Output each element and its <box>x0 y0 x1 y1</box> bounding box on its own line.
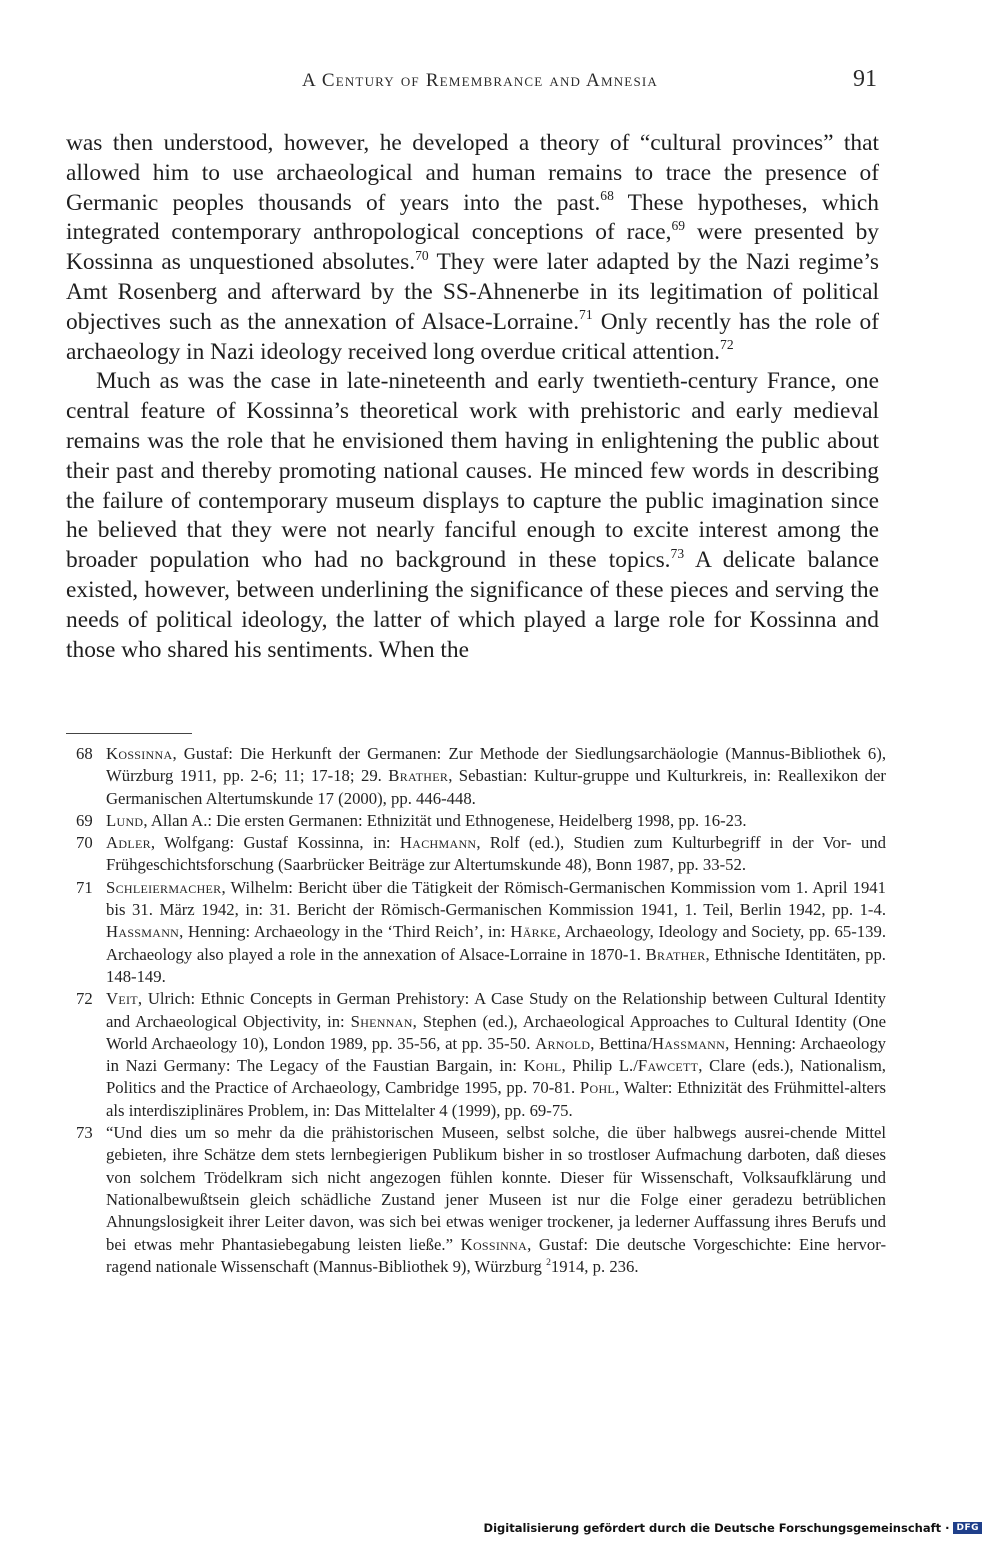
text-run: , Wolfgang: Gustaf Kossinna, in: <box>150 833 400 853</box>
text-run: Much as was the case in late-nineteenth and early twentieth-century France, one central feature of Kossinna’s theoretical work with prehistoric and early medieval remains was the role that he envisioned them having in enlightening the public about their past and thereby promoting national causes. He minced few words in describing the failure of contemporary museum displays to capture the public imagination since he believed that they were not nearly fanciful enough to excite interest among the broader population who had no background in these topics. <box>66 368 879 574</box>
paragraph-2 <box>66 367 879 665</box>
footnote-ref-70[interactable]: 70 <box>415 247 429 263</box>
text-run: , Clare (eds.), Nationalism, Politics and the Practice of Archaeology, Cambridge 1995, pp. 70-81. <box>106 1056 886 1098</box>
footnote-number: 71 <box>76 877 93 897</box>
text-run: , Walter: Ethnizität des Frühmittel-alters als interdisziplinäres Problem, in: Das Mittelalter 4 (1999), pp. 69-75. <box>106 1078 886 1120</box>
footnote-ref-71[interactable]: 71 <box>579 307 593 323</box>
author-name: Hassmann <box>106 922 180 942</box>
text-run: A delicate balance existed, however, between underlining the significance of these pieces and serving the needs of political ideology, the latter of which played a large role for Kossinna and those who shared his sentiments. When the <box>66 547 879 663</box>
funding-note: Digitalisierung gefördert durch die Deutsche Forschungsgemeinschaft · <box>483 1521 950 1535</box>
author-name: Brather <box>645 944 706 964</box>
text-run: , Gustaf: Die deutsche Vorgeschichte: Eine hervor-ragend nationale Wissenschaft (Mannus-Bibliothek 9), Würzburg <box>106 1234 886 1276</box>
text-run: , Henning: Archaeology in the ‘Third Reich’, in: <box>179 922 511 942</box>
footnote-68 <box>76 743 886 810</box>
text-run: Only recently has the role of archaeology in Nazi ideology received long overdue critical attention. <box>66 308 879 365</box>
edition-superscript: 2 <box>546 1256 551 1268</box>
footnote-72 <box>76 988 886 1122</box>
text-run: , Wilhelm: Bericht über die Tätigkeit der Römisch-Germanischen Kommission vom 1. April 1941 bis 31. März 1942, in: 31. Bericht der Römisch-Germanischen Kommission 1941, 1. Teil, Berlin 1942, pp. 1-4. <box>106 877 886 920</box>
author-name: Veit <box>106 989 138 1009</box>
author-name: Kossinna <box>460 1234 528 1254</box>
main-text <box>66 129 879 665</box>
text-run: , Philip L./ <box>561 1056 638 1076</box>
footnote-number: 72 <box>76 989 93 1009</box>
text-run: , Gustaf: Die Herkunft der Germanen: Zur Methode der Siedlungsarchäologie (Mannus-Bibliothek 6), Würzburg 1911, pp. 2-6; 11; 17-18; 29. <box>106 744 886 786</box>
author-name: Arnold <box>535 1033 591 1053</box>
footnote-ref-73[interactable]: 73 <box>670 545 685 561</box>
author-name: Shennan <box>350 1011 413 1031</box>
text-run: , Allan A.: Die ersten Germanen: Ethnizität und Ethnogenese, Heidelberg 1998, pp. 16-23. <box>143 810 747 830</box>
text-run: , Ethnische Identitäten, pp. 148-149. <box>106 944 886 986</box>
author-name: Fawcett <box>637 1056 699 1076</box>
author-name: Adler <box>106 833 151 853</box>
author-name: Brather <box>388 766 449 786</box>
text-run: , Rolf (ed.), Studien zum Kulturbegriff in der Vor- und Frühgeschichtsforschung (Saarbrücker Beiträge zur Altertumskunde 48), Bonn 1987, pp. 33-52. <box>106 833 886 875</box>
running-head: A Century of Remembrance and Amnesia <box>302 70 658 91</box>
author-name: Kossinna <box>106 744 173 763</box>
footnote-69 <box>76 810 886 832</box>
text-run: , Archaeology, Ideology and Society, pp. 65-139. Archaeology also played a role in the annexation of Alsace-Lorraine in 1870-1. <box>106 922 886 964</box>
author-name: Pohl <box>579 1078 616 1098</box>
text-run: , Bettina/ <box>590 1033 652 1053</box>
footnote-number: 68 <box>76 744 93 763</box>
author-name: Härke <box>510 922 557 942</box>
author-name: Hachmann <box>399 833 477 853</box>
text-run: They were later adapted by the Nazi regime’s Amt Rosenberg and afterward by the SS-Ahnenerbe in its legitimation of political objectives such as the annexation of Alsace-Lorraine. <box>66 249 879 335</box>
footnote-73 <box>76 1122 886 1278</box>
footnote-71 <box>76 877 886 988</box>
footnotes <box>76 743 886 1278</box>
footnote-divider <box>66 733 192 734</box>
author-name: Schleiermacher <box>106 877 222 897</box>
footnote-70 <box>76 832 886 877</box>
text-run: 1914, p. 236. <box>550 1256 639 1276</box>
text-run: , Ulrich: Ethnic Concepts in German Prehistory: A Case Study on the Relationship between Cultural Identity and Archaeological Objectivity, in: <box>106 989 886 1031</box>
text-run: , Henning: Archaeology in Nazi Germany: The Legacy of the Faustian Bargain, in: <box>106 1033 887 1076</box>
funding-footer <box>484 1521 982 1535</box>
text-run: These hypotheses, which integrated contemporary anthropological conceptions of race, <box>66 189 879 246</box>
author-name: Lund <box>106 810 144 830</box>
text-run: were presented by Kossinna as unquestioned absolutes. <box>66 219 879 276</box>
footnote-ref-72[interactable]: 72 <box>720 337 734 353</box>
text-run: , Stephen (ed.), Archaeological Approaches to Cultural Identity (One World Archaeology 10), London 1989, pp. 35-56, at pp. 35-50. <box>106 1011 886 1053</box>
footnote-number: 73 <box>76 1123 93 1143</box>
footnote-ref-68[interactable]: 68 <box>600 188 614 204</box>
text-run: , Sebastian: Kultur-gruppe und Kulturkreis, in: Reallexikon der Germanischen Altertumskunde 17 (2000), pp. 446-448. <box>106 766 886 808</box>
footnote-ref-69[interactable]: 69 <box>671 217 685 233</box>
dfg-logo[interactable]: DFG <box>953 1522 982 1534</box>
text-run: “Und dies um so mehr da die prähistorischen Museen, selbst solche, die über halbwegs ausrei-chende Mittel gebieten, ihre Schätze dem stets lernbegierigen Publikum bisher in so trostloser Aufmachung darboten, daß dieses von solchem Trödelkram sich nicht angezogen fühlen konnte. Dieser für Wissenschaft, Volksaufklärung und Nationalbewußtsein gleich schädliche Zustand jener Museen ist nur die Folge einer geradezu betrüblichen Ahnungslosigkeit ihrer Leiter davon, was sich bei etwas weniger trockener, ja lederner Auffassung ihres Berufs und bei etwas mehr Phantasiebegabung leisten ließe.” <box>106 1123 886 1254</box>
author-name: Hassmann <box>651 1033 726 1053</box>
text-run: was then understood, however, he developed a theory of “cultural provinces” that allowed him to use archaeological and human remains to trace the presence of Germanic peoples thousands of years into the past. <box>66 130 879 216</box>
footnote-number: 70 <box>76 833 93 853</box>
author-name: Kohl <box>523 1056 562 1076</box>
paragraph-1 <box>66 129 879 367</box>
page-number: 91 <box>853 66 877 92</box>
footnote-number: 69 <box>76 810 93 830</box>
